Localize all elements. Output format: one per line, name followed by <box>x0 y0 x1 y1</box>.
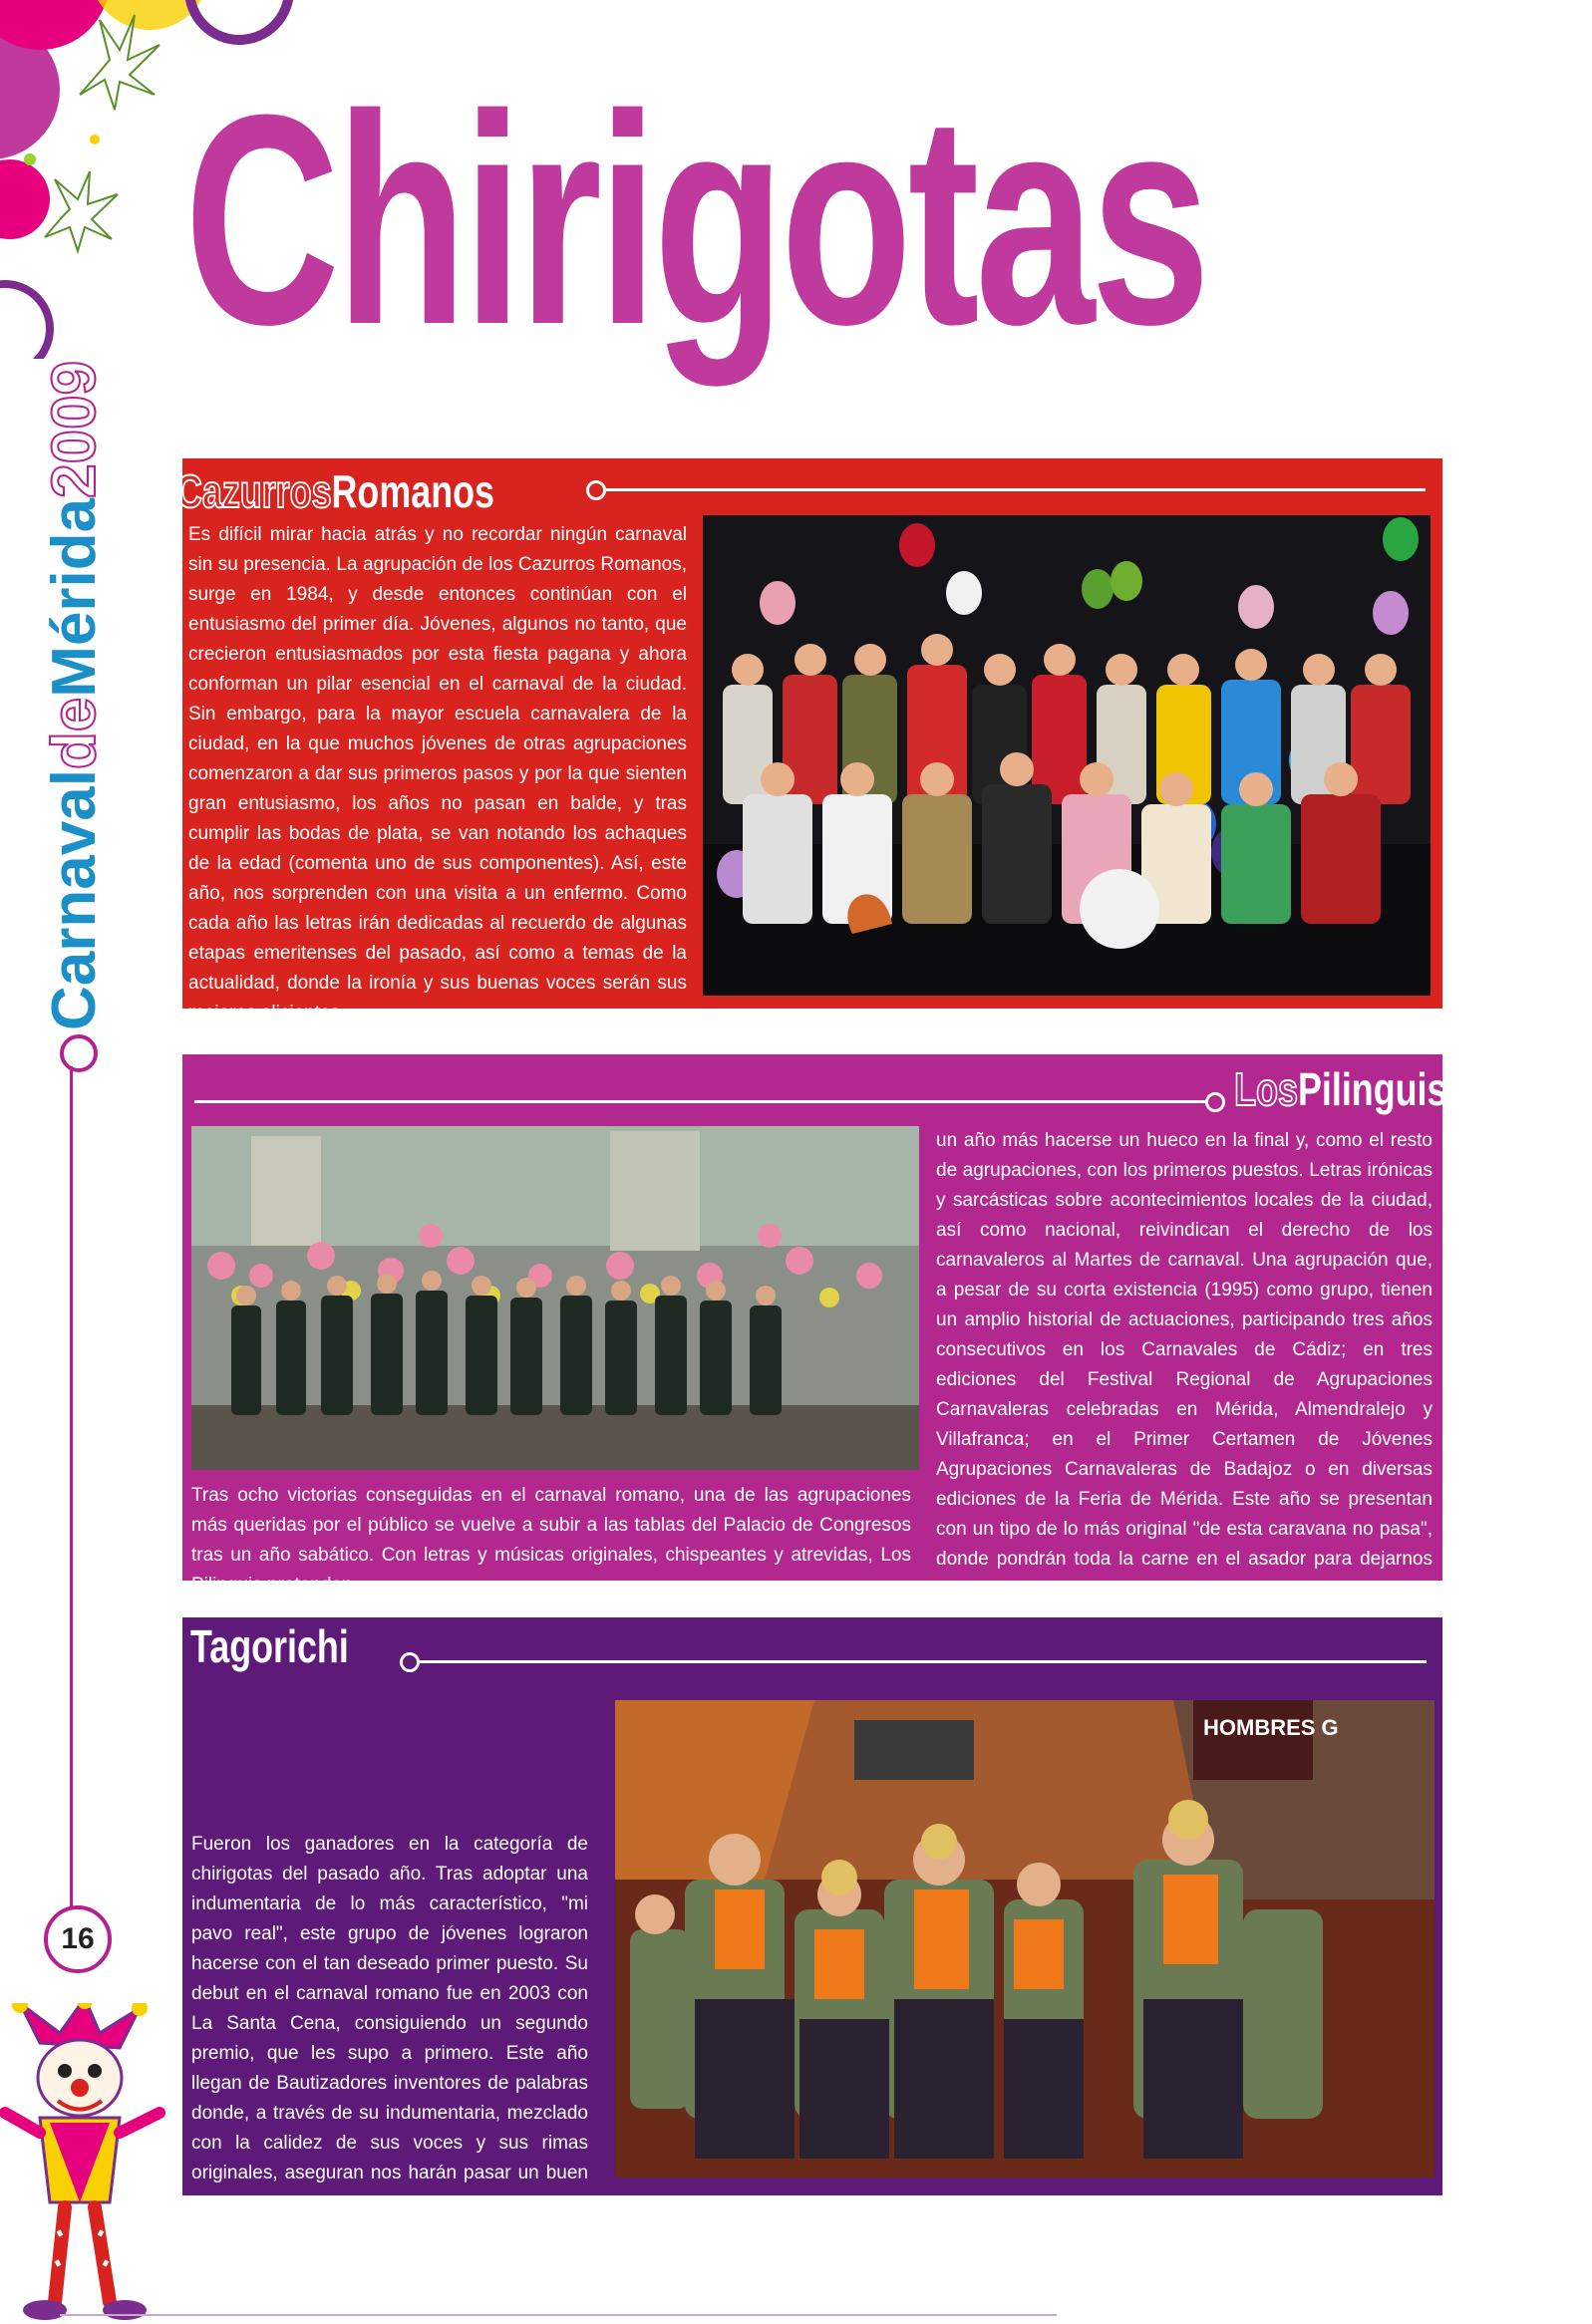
section-title <box>1234 1062 1446 1116</box>
section-title <box>176 464 494 518</box>
section-body-text: Es difícil mirar hacia atrás y no recordar ningún carnaval sin su presencia. La agrupación de los Cazurros Romanos, surge en 1984, y desde entonces continúan con el entusiasmo del primer día. Jóvenes, algunos no tanto, que crecieron entusiasmados por esta fiesta pagana y ahora conforman un pilar esencial en el carnaval de la ciudad. Sin embargo, para la mayor escuela carnavalera de la ciudad, en la que muchos jóvenes de otras agrupaciones comenzaron a dar sus primeros pasos y por la que sienten gran entusiasmo, los años no pasan en balde, y tras cumplir las bodas de plata, se van notando los achaques de la edad (comenta uno de sus componentes). Así, este año, nos sorprenden con una visita a un enfermo. Como cada año las letras irán dedicadas al recuerdo de algunas etapas emeritenses del pasado, así como a temas de la actualidad, donde la ironía y sus buenas voces serán sus mejores alicientes. <box>188 524 687 1023</box>
section-title-bold: Tagorichi <box>190 1620 349 1672</box>
sidebar-city: Mérida <box>40 497 109 698</box>
title-knob-icon <box>400 1652 420 1672</box>
cazurros-romanos-group-photo <box>703 515 1431 996</box>
title-rule <box>420 1660 1427 1663</box>
title-rule <box>194 1100 1205 1103</box>
sidebar-prefix: Carnaval <box>40 769 109 1030</box>
ring-icon <box>60 1034 98 1072</box>
photo-sign-text: HOMBRES G <box>1203 1715 1339 1740</box>
los-pilinguis-stage-photo <box>191 1126 919 1470</box>
sidebar-vertical-rule <box>70 1066 73 1943</box>
section-title <box>190 1619 349 1673</box>
jester-mascot-illustration <box>0 2003 169 2324</box>
section-title-outline: Los <box>1233 1063 1298 1115</box>
section-body-text: Fueron los ganadores en la categoría de chirigotas del pasado año. Tras adoptar una indumentaria de lo más característico, "mi pavo real", este grupo de jóvenes lograron hacerse con el tan deseado primer puesto. Su debut en el carnaval romano fue en 2003 con La Santa Cena, consiguiendo un segundo premio, que les supo a primero. Este año llegan de Bautizadores inventores de palabras donde, a través de su indumentaria, mezclado con la calidez de sus voces y sus rimas originales, aseguran nos harán pasar un buen rato. <box>191 1834 588 2213</box>
tagorichi-stage-photo <box>615 1700 1434 2178</box>
section-body-text-right: un año más hacerse un hueco en la final y, como el resto de agrupaciones, con los primeros puestos. Letras irónicas y sarcásticas sobre acontecimientos locales de la ciudad, así como nacional, reivindican el derecho de los carnavaleros al Martes de carnaval. Una agrupación que, a pesar de su corta existencia (1995) como grupo, tienen un amplio historial de actuaciones, participando tres años consecutivos en los Carnavales de Cádiz; en tres ediciones del Festival Regional de Agrupaciones Carnavaleras celebradas en Mérida, Almendralejo y Villafranca; en el Primer Certamen de Jóvenes Agrupaciones Carnavaleras de Badajoz o en diversas ediciones de la Feria de Mérida. Este año se presentan con un tipo de lo más original "de esta caravana no pasa", donde pondrán toda la carne en el asador para dejarnos un buen sabor de boca. <box>936 1130 1433 1599</box>
page-number: 16 <box>44 1905 112 1973</box>
sidebar-connector: de <box>40 697 109 770</box>
section-title-bold: Pilinguis <box>1297 1063 1446 1115</box>
lily-flower-icon <box>45 171 118 251</box>
title-knob-icon <box>1205 1092 1225 1112</box>
section-body-text-left: Tras ocho victorias conseguidas en el carnaval romano, una de las agrupaciones más queridas por el público se vuelve a subir a las tablas del Palacio de Congresos tras un año sabático. Con letras y músicas originales, chispeantes y atrevidas, Los Pilinguis pretenden <box>191 1485 911 1596</box>
sidebar-year: 2009 <box>40 360 109 498</box>
title-rule <box>606 488 1426 491</box>
section-title-bold: Romanos <box>331 465 495 517</box>
section-title-outline: Cazurros <box>176 465 332 517</box>
bottom-rule <box>60 2314 1057 2316</box>
title-knob-icon <box>586 480 606 500</box>
page-title: Chirigotas <box>184 52 1206 387</box>
